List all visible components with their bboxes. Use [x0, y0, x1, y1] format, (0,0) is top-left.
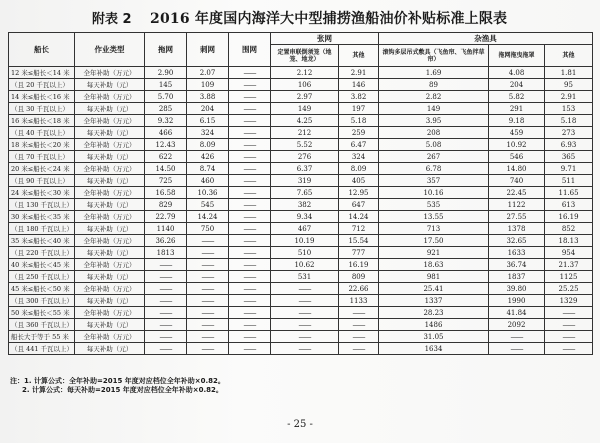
table-row [9, 223, 593, 235]
value-cell: 95 [545, 79, 593, 91]
value-cell: 4.08 [489, 67, 545, 79]
table-row [9, 235, 593, 247]
value-cell: —— [339, 331, 379, 343]
value-cell: —— [145, 271, 187, 283]
value-cell: 10.62 [271, 259, 339, 271]
subsidy-type-cell: 每天补助（元） [75, 223, 145, 235]
vessel-length-cell: （且 90 千瓦以上） [9, 175, 75, 187]
value-cell: 6.15 [187, 115, 229, 127]
vessel-length-cell: 20 米≤船长＜24 米 [9, 163, 75, 175]
value-cell: 466 [145, 127, 187, 139]
value-cell: 426 [187, 151, 229, 163]
header-misc-group: 杂渔具 [379, 33, 593, 45]
value-cell: —— [339, 343, 379, 355]
value-cell: —— [545, 331, 593, 343]
appendix-label: 附表 2 [92, 12, 132, 27]
value-cell: 6.47 [339, 139, 379, 151]
value-cell: —— [229, 139, 271, 151]
value-cell: 365 [545, 151, 593, 163]
value-cell: —— [339, 307, 379, 319]
vessel-length-cell: 14 米≤船长＜16 米 [9, 91, 75, 103]
value-cell: —— [271, 331, 339, 343]
value-cell: 14.24 [187, 211, 229, 223]
value-cell: 2.12 [271, 67, 339, 79]
value-cell: 1337 [379, 295, 489, 307]
value-cell: 4.25 [271, 115, 339, 127]
table-row [9, 211, 593, 223]
value-cell: 382 [271, 199, 339, 211]
value-cell: 2.91 [545, 91, 593, 103]
value-cell: 15.54 [339, 235, 379, 247]
footnotes [10, 377, 225, 395]
value-cell: 27.55 [489, 211, 545, 223]
subsidy-type-cell: 每天补助（元） [75, 295, 145, 307]
value-cell: 3.95 [379, 115, 489, 127]
value-cell: —— [145, 319, 187, 331]
value-cell: 622 [145, 151, 187, 163]
value-cell: 809 [339, 271, 379, 283]
table-row [9, 199, 593, 211]
value-cell: —— [271, 343, 339, 355]
value-cell: 725 [145, 175, 187, 187]
value-cell: 5.18 [545, 115, 593, 127]
vessel-length-cell: 50 米≤船长＜55 米 [9, 307, 75, 319]
vessel-length-cell: （且 360 千瓦以上） [9, 319, 75, 331]
value-cell: —— [229, 307, 271, 319]
vessel-length-cell: （且 441 千瓦以上） [9, 343, 75, 355]
value-cell: 9.34 [271, 211, 339, 223]
value-cell: —— [271, 319, 339, 331]
table-row [9, 331, 593, 343]
subsidy-type-cell: 每天补助（元） [75, 319, 145, 331]
vessel-length-cell: （且 220 千瓦以上） [9, 247, 75, 259]
table-row [9, 187, 593, 199]
subsidy-type-cell: 全年补助（万元） [75, 235, 145, 247]
value-cell: —— [187, 307, 229, 319]
value-cell: 1140 [145, 223, 187, 235]
subsidy-type-cell: 全年补助（万元） [75, 67, 145, 79]
value-cell: 852 [545, 223, 593, 235]
value-cell: 3.88 [187, 91, 229, 103]
value-cell: 954 [545, 247, 593, 259]
value-cell: —— [229, 127, 271, 139]
value-cell: 259 [339, 127, 379, 139]
value-cell: 459 [489, 127, 545, 139]
value-cell: 22.79 [145, 211, 187, 223]
table-row [9, 295, 593, 307]
value-cell: —— [229, 67, 271, 79]
vessel-length-cell: （且 40 千瓦以上） [9, 127, 75, 139]
value-cell: 18.13 [545, 235, 593, 247]
value-cell: 197 [339, 103, 379, 115]
value-cell: 16.58 [145, 187, 187, 199]
table-row [9, 127, 593, 139]
header-gillnet: 刺网 [187, 33, 229, 67]
vessel-length-cell: 16 米≤船长＜18 米 [9, 115, 75, 127]
value-cell: 149 [379, 103, 489, 115]
value-cell: 324 [339, 151, 379, 163]
value-cell: 5.08 [379, 139, 489, 151]
value-cell: 510 [271, 247, 339, 259]
value-cell: 3.82 [339, 91, 379, 103]
table-row [9, 307, 593, 319]
value-cell: 6.78 [379, 163, 489, 175]
value-cell: 8.09 [339, 163, 379, 175]
value-cell: 22.66 [339, 283, 379, 295]
value-cell: 16.19 [339, 259, 379, 271]
footnote-2: 2. 计算公式：每天补助=2015 年度对应档位全年补助×0.82。 [22, 386, 223, 394]
page-title: 2016 年度国内海洋大中型捕捞渔船油价补贴标准上限表 [150, 11, 508, 27]
value-cell: —— [545, 343, 593, 355]
table-row [9, 91, 593, 103]
value-cell: 204 [187, 103, 229, 115]
value-cell: 1486 [379, 319, 489, 331]
subsidy-type-cell: 全年补助（万元） [75, 91, 145, 103]
subsidy-type-cell: 每天补助（元） [75, 247, 145, 259]
subsidy-type-cell: 全年补助（万元） [75, 259, 145, 271]
subsidy-table [8, 32, 593, 355]
subsidy-type-cell: 每天补助（元） [75, 103, 145, 115]
value-cell: 319 [271, 175, 339, 187]
vessel-length-cell: （且 130 千瓦以上） [9, 199, 75, 211]
value-cell: 153 [545, 103, 593, 115]
value-cell: —— [489, 343, 545, 355]
value-cell: —— [339, 319, 379, 331]
value-cell: 829 [145, 199, 187, 211]
vessel-length-cell: 35 米≤船长＜40 米 [9, 235, 75, 247]
value-cell: 1837 [489, 271, 545, 283]
subsidy-type-cell: 每天补助（元） [75, 199, 145, 211]
subsidy-type-cell: 每天补助（元） [75, 343, 145, 355]
table-body [9, 67, 593, 355]
value-cell: 1634 [379, 343, 489, 355]
header-seine-group: 张网 [271, 33, 379, 45]
value-cell: 10.36 [187, 187, 229, 199]
title-row [0, 6, 600, 28]
vessel-length-cell: （且 70 千瓦以上） [9, 151, 75, 163]
value-cell: —— [187, 247, 229, 259]
subsidy-type-cell: 全年补助（万元） [75, 307, 145, 319]
vessel-length-cell: （且 20 千瓦以上） [9, 79, 75, 91]
value-cell: —— [187, 295, 229, 307]
value-cell: —— [229, 235, 271, 247]
value-cell: 750 [187, 223, 229, 235]
value-cell: 981 [379, 271, 489, 283]
subsidy-type-cell: 全年补助（万元） [75, 211, 145, 223]
value-cell: 9.18 [489, 115, 545, 127]
value-cell: 208 [379, 127, 489, 139]
value-cell: 14.80 [489, 163, 545, 175]
value-cell: —— [145, 307, 187, 319]
subsidy-type-cell: 全年补助（万元） [75, 283, 145, 295]
value-cell: —— [229, 259, 271, 271]
value-cell: 145 [145, 79, 187, 91]
value-cell: 8.09 [187, 139, 229, 151]
value-cell: 13.55 [379, 211, 489, 223]
value-cell: —— [271, 307, 339, 319]
value-cell: 1.69 [379, 67, 489, 79]
value-cell: 8.74 [187, 163, 229, 175]
value-cell: 545 [187, 199, 229, 211]
value-cell: 712 [339, 223, 379, 235]
header-misc-c: 其他 [545, 45, 593, 67]
value-cell: 1990 [489, 295, 545, 307]
vessel-length-cell: （且 180 千瓦以上） [9, 223, 75, 235]
header-purse: 围网 [229, 33, 271, 67]
value-cell: —— [187, 283, 229, 295]
value-cell: 5.82 [489, 91, 545, 103]
value-cell: 357 [379, 175, 489, 187]
value-cell: 460 [187, 175, 229, 187]
value-cell: 28.23 [379, 307, 489, 319]
value-cell: 21.37 [545, 259, 593, 271]
subsidy-type-cell: 全年补助（万元） [75, 163, 145, 175]
vessel-length-cell: （且 300 千瓦以上） [9, 295, 75, 307]
value-cell: —— [229, 103, 271, 115]
value-cell: 17.50 [379, 235, 489, 247]
value-cell: 1.81 [545, 67, 593, 79]
page-number: - 25 - [287, 419, 313, 430]
value-cell: 511 [545, 175, 593, 187]
value-cell: 41.84 [489, 307, 545, 319]
table-row [9, 67, 593, 79]
value-cell: 18.63 [379, 259, 489, 271]
table-row [9, 247, 593, 259]
value-cell: 6.93 [545, 139, 593, 151]
value-cell: 546 [489, 151, 545, 163]
value-cell: 12.95 [339, 187, 379, 199]
table-row [9, 115, 593, 127]
value-cell: —— [187, 271, 229, 283]
value-cell: —— [229, 319, 271, 331]
value-cell: 212 [271, 127, 339, 139]
header-length: 船长 [9, 33, 75, 67]
value-cell: 1329 [545, 295, 593, 307]
value-cell: —— [229, 211, 271, 223]
table-row [9, 151, 593, 163]
value-cell: —— [229, 163, 271, 175]
value-cell: 291 [489, 103, 545, 115]
header-type: 作业类型 [75, 33, 145, 67]
value-cell: 7.65 [271, 187, 339, 199]
value-cell: 740 [489, 175, 545, 187]
value-cell: 11.65 [545, 187, 593, 199]
value-cell: 613 [545, 199, 593, 211]
value-cell: —— [145, 331, 187, 343]
value-cell: 10.16 [379, 187, 489, 199]
value-cell: —— [187, 319, 229, 331]
header-trawl: 拖网 [145, 33, 187, 67]
header-seine-b: 其他 [339, 45, 379, 67]
table-row [9, 103, 593, 115]
value-cell: 285 [145, 103, 187, 115]
header-seine-a: 定置串联倒须笼（地笼、地龙） [271, 45, 339, 67]
value-cell: 14.50 [145, 163, 187, 175]
subsidy-type-cell: 全年补助（万元） [75, 115, 145, 127]
value-cell: 12.43 [145, 139, 187, 151]
header-row-1 [9, 33, 593, 45]
value-cell: 921 [379, 247, 489, 259]
value-cell: 6.37 [271, 163, 339, 175]
value-cell: 535 [379, 199, 489, 211]
value-cell: —— [145, 295, 187, 307]
value-cell: 25.41 [379, 283, 489, 295]
value-cell: 2092 [489, 319, 545, 331]
value-cell: —— [229, 343, 271, 355]
value-cell: 324 [187, 127, 229, 139]
vessel-length-cell: （且 250 千瓦以上） [9, 271, 75, 283]
value-cell: —— [229, 271, 271, 283]
value-cell: —— [187, 235, 229, 247]
value-cell: 32.65 [489, 235, 545, 247]
value-cell: 777 [339, 247, 379, 259]
value-cell: 405 [339, 175, 379, 187]
value-cell: —— [229, 283, 271, 295]
value-cell: 276 [271, 151, 339, 163]
value-cell: 1633 [489, 247, 545, 259]
value-cell: 2.82 [379, 91, 489, 103]
value-cell: 10.19 [271, 235, 339, 247]
subsidy-type-cell: 每天补助（元） [75, 175, 145, 187]
value-cell: 89 [379, 79, 489, 91]
value-cell: 9.32 [145, 115, 187, 127]
subsidy-type-cell: 全年补助（万元） [75, 139, 145, 151]
value-cell: —— [271, 295, 339, 307]
value-cell: 531 [271, 271, 339, 283]
value-cell: —— [545, 319, 593, 331]
value-cell: 146 [339, 79, 379, 91]
value-cell: 106 [271, 79, 339, 91]
header-misc-a: 滚钩多层吊式敷具（飞鱼帘、飞鱼拌草帘） [379, 45, 489, 67]
table-row [9, 163, 593, 175]
value-cell: —— [229, 223, 271, 235]
subsidy-type-cell: 每天补助（元） [75, 271, 145, 283]
value-cell: —— [229, 199, 271, 211]
value-cell: —— [145, 259, 187, 271]
subsidy-type-cell: 全年补助（万元） [75, 331, 145, 343]
value-cell: 273 [545, 127, 593, 139]
value-cell: 2.90 [145, 67, 187, 79]
value-cell: —— [489, 331, 545, 343]
value-cell: 16.19 [545, 211, 593, 223]
value-cell: 2.91 [339, 67, 379, 79]
vessel-length-cell: 12 米≤船长＜14 米 [9, 67, 75, 79]
table-row [9, 343, 593, 355]
table-row [9, 283, 593, 295]
value-cell: 31.05 [379, 331, 489, 343]
value-cell: —— [545, 307, 593, 319]
value-cell: —— [271, 283, 339, 295]
value-cell: —— [229, 295, 271, 307]
value-cell: —— [229, 187, 271, 199]
vessel-length-cell: （且 30 千瓦以上） [9, 103, 75, 115]
value-cell: 647 [339, 199, 379, 211]
value-cell: 5.18 [339, 115, 379, 127]
vessel-length-cell: 45 米≤船长＜50 米 [9, 283, 75, 295]
vessel-length-cell: 30 米≤船长＜35 米 [9, 211, 75, 223]
value-cell: —— [187, 331, 229, 343]
value-cell: —— [229, 331, 271, 343]
value-cell: 5.52 [271, 139, 339, 151]
value-cell: 5.70 [145, 91, 187, 103]
value-cell: 109 [187, 79, 229, 91]
value-cell: —— [229, 151, 271, 163]
table-row [9, 319, 593, 331]
table-row [9, 259, 593, 271]
table-row [9, 175, 593, 187]
value-cell: 1813 [145, 247, 187, 259]
header-misc-b: 拖网拖曳拖罩 [489, 45, 545, 67]
value-cell: 36.74 [489, 259, 545, 271]
value-cell: 713 [379, 223, 489, 235]
vessel-length-cell: 船长大于等于 55 米 [9, 331, 75, 343]
subsidy-type-cell: 每天补助（元） [75, 79, 145, 91]
subsidy-type-cell: 全年补助（万元） [75, 187, 145, 199]
table-row [9, 139, 593, 151]
subsidy-type-cell: 每天补助（元） [75, 127, 145, 139]
value-cell: —— [145, 343, 187, 355]
vessel-length-cell: 18 米≤船长＜20 米 [9, 139, 75, 151]
value-cell: 1378 [489, 223, 545, 235]
value-cell: 14.24 [339, 211, 379, 223]
value-cell: —— [229, 91, 271, 103]
value-cell: 2.07 [187, 67, 229, 79]
value-cell: 1122 [489, 199, 545, 211]
value-cell: 204 [489, 79, 545, 91]
value-cell: —— [229, 247, 271, 259]
value-cell: —— [229, 175, 271, 187]
value-cell: 1133 [339, 295, 379, 307]
value-cell: 36.26 [145, 235, 187, 247]
value-cell: 9.71 [545, 163, 593, 175]
value-cell: 25.25 [545, 283, 593, 295]
value-cell: —— [229, 79, 271, 91]
value-cell: 467 [271, 223, 339, 235]
value-cell: 22.45 [489, 187, 545, 199]
value-cell: —— [145, 283, 187, 295]
vessel-length-cell: 40 米≤船长＜45 米 [9, 259, 75, 271]
value-cell: —— [229, 115, 271, 127]
value-cell: 10.92 [489, 139, 545, 151]
value-cell: 1125 [545, 271, 593, 283]
vessel-length-cell: 24 米≤船长＜30 米 [9, 187, 75, 199]
value-cell: 267 [379, 151, 489, 163]
value-cell: 39.80 [489, 283, 545, 295]
table-row [9, 271, 593, 283]
table-row [9, 79, 593, 91]
value-cell: 149 [271, 103, 339, 115]
value-cell: —— [187, 343, 229, 355]
value-cell: 2.97 [271, 91, 339, 103]
value-cell: —— [187, 259, 229, 271]
footnote-1: 注：1. 计算公式：全年补助=2015 年度对应档位全年补助×0.82。 [10, 377, 225, 385]
subsidy-type-cell: 每天补助（元） [75, 151, 145, 163]
